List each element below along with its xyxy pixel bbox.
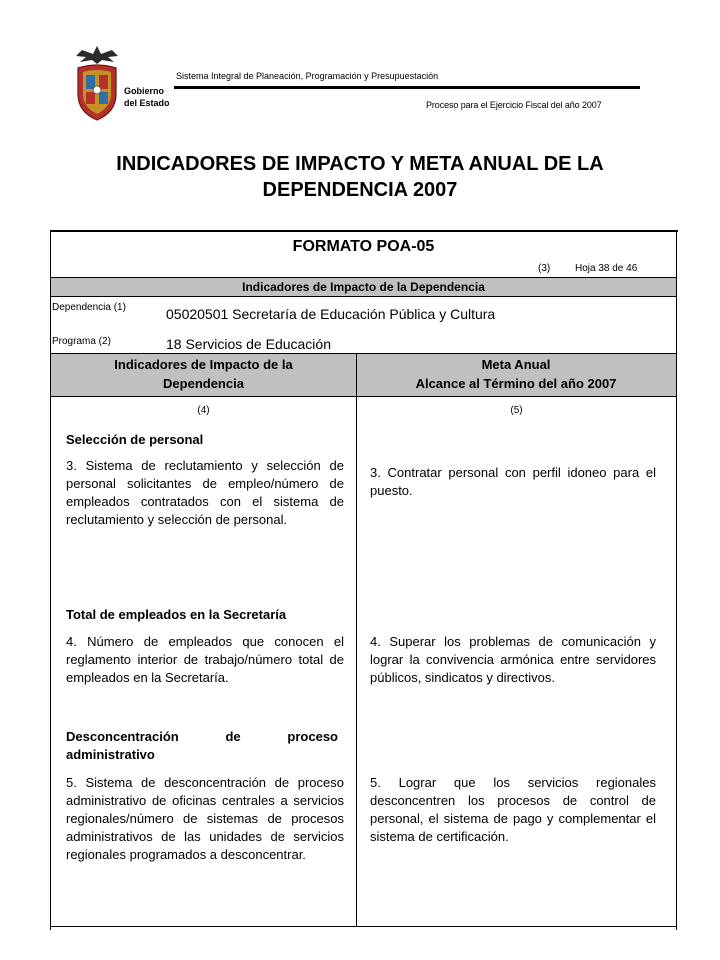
indicator-text: 3. Sistema de reclutamiento y selección de personal solicitantes de empleo/número de empleados contratados con el sistema de reclutamiento y selección de personal. bbox=[66, 458, 344, 527]
program-value: 18 Servicios de Educación bbox=[166, 336, 331, 352]
column-number-goal: (5) bbox=[510, 405, 523, 416]
goal-text: 4. Superar los problemas de comunicación y lograr la convivencia armónica entre servidores públicos, sindicatos y directivos. bbox=[370, 634, 656, 685]
program-label: Programa (2) bbox=[52, 336, 111, 347]
fiscal-process-label: Proceso para el Ejercicio Fiscal del año 2007 bbox=[426, 100, 602, 110]
goal-text: 3. Contratar personal con perfil idoneo para el puesto. bbox=[370, 465, 656, 498]
sheet-ref: (3) bbox=[538, 263, 551, 274]
dependency-label: Dependencia (1) bbox=[52, 302, 126, 313]
government-label-line2: del Estado bbox=[124, 98, 170, 108]
column-header-goal bbox=[356, 355, 676, 393]
system-title: Sistema Integral de Planeación, Programación y Presupuestación bbox=[176, 71, 439, 81]
section-heading: Selección de personal bbox=[66, 432, 204, 447]
indicator-text: 5. Sistema de desconcentración de proceso administrativo de oficinas centrales a servicios regionales/número de sistemas de procesos administrativos de las unidades de servicios regionales programados a desconcentrar. bbox=[66, 775, 344, 862]
dependency-value: 05020501 Secretaría de Educación Pública y Cultura bbox=[166, 306, 496, 322]
frame-left-border bbox=[50, 230, 51, 930]
indicator-text: 4. Número de empleados que conocen el reglamento interior de trabajo/número total de empleados en la Secretaría. bbox=[66, 634, 344, 685]
page-title-line2: DEPENDENCIA 2007 bbox=[262, 179, 458, 201]
column-header-goal-line1: Meta Anual bbox=[481, 357, 551, 372]
sheet-count: Hoja 38 de 46 bbox=[575, 263, 638, 274]
goal-text: 5. Lograr que los servicios regionales desconcentren los procesos de control de personal, el sistema de pago y complementar el sistema de certificación. bbox=[370, 775, 656, 844]
column-number-indicators: (4) bbox=[197, 405, 210, 416]
column-header-indicators bbox=[51, 355, 356, 393]
section-heading: Desconcentración de proceso administrativo bbox=[66, 729, 338, 762]
section-heading: Total de empleados en la Secretaría bbox=[66, 607, 287, 622]
government-label-line1: Gobierno bbox=[124, 86, 164, 96]
column-header-goal-line2: Alcance al Término del año 2007 bbox=[415, 376, 617, 391]
page-title-line1: INDICADORES DE IMPACTO Y META ANUAL DE LA bbox=[116, 153, 604, 175]
form-code: FORMATO POA-05 bbox=[292, 238, 435, 255]
header-rule bbox=[174, 86, 640, 89]
column-divider bbox=[356, 397, 357, 927]
state-seal-icon bbox=[72, 44, 122, 122]
frame-top-border bbox=[50, 230, 678, 232]
column-header-indicators-line2: Dependencia bbox=[163, 376, 244, 391]
section-band: Indicadores de Impacto de la Dependencia bbox=[51, 277, 676, 297]
frame-bottom-border bbox=[50, 926, 677, 927]
column-header-indicators-line1: Indicadores de Impacto de la bbox=[114, 357, 293, 372]
frame-right-border bbox=[676, 230, 677, 930]
page-title bbox=[40, 151, 680, 203]
